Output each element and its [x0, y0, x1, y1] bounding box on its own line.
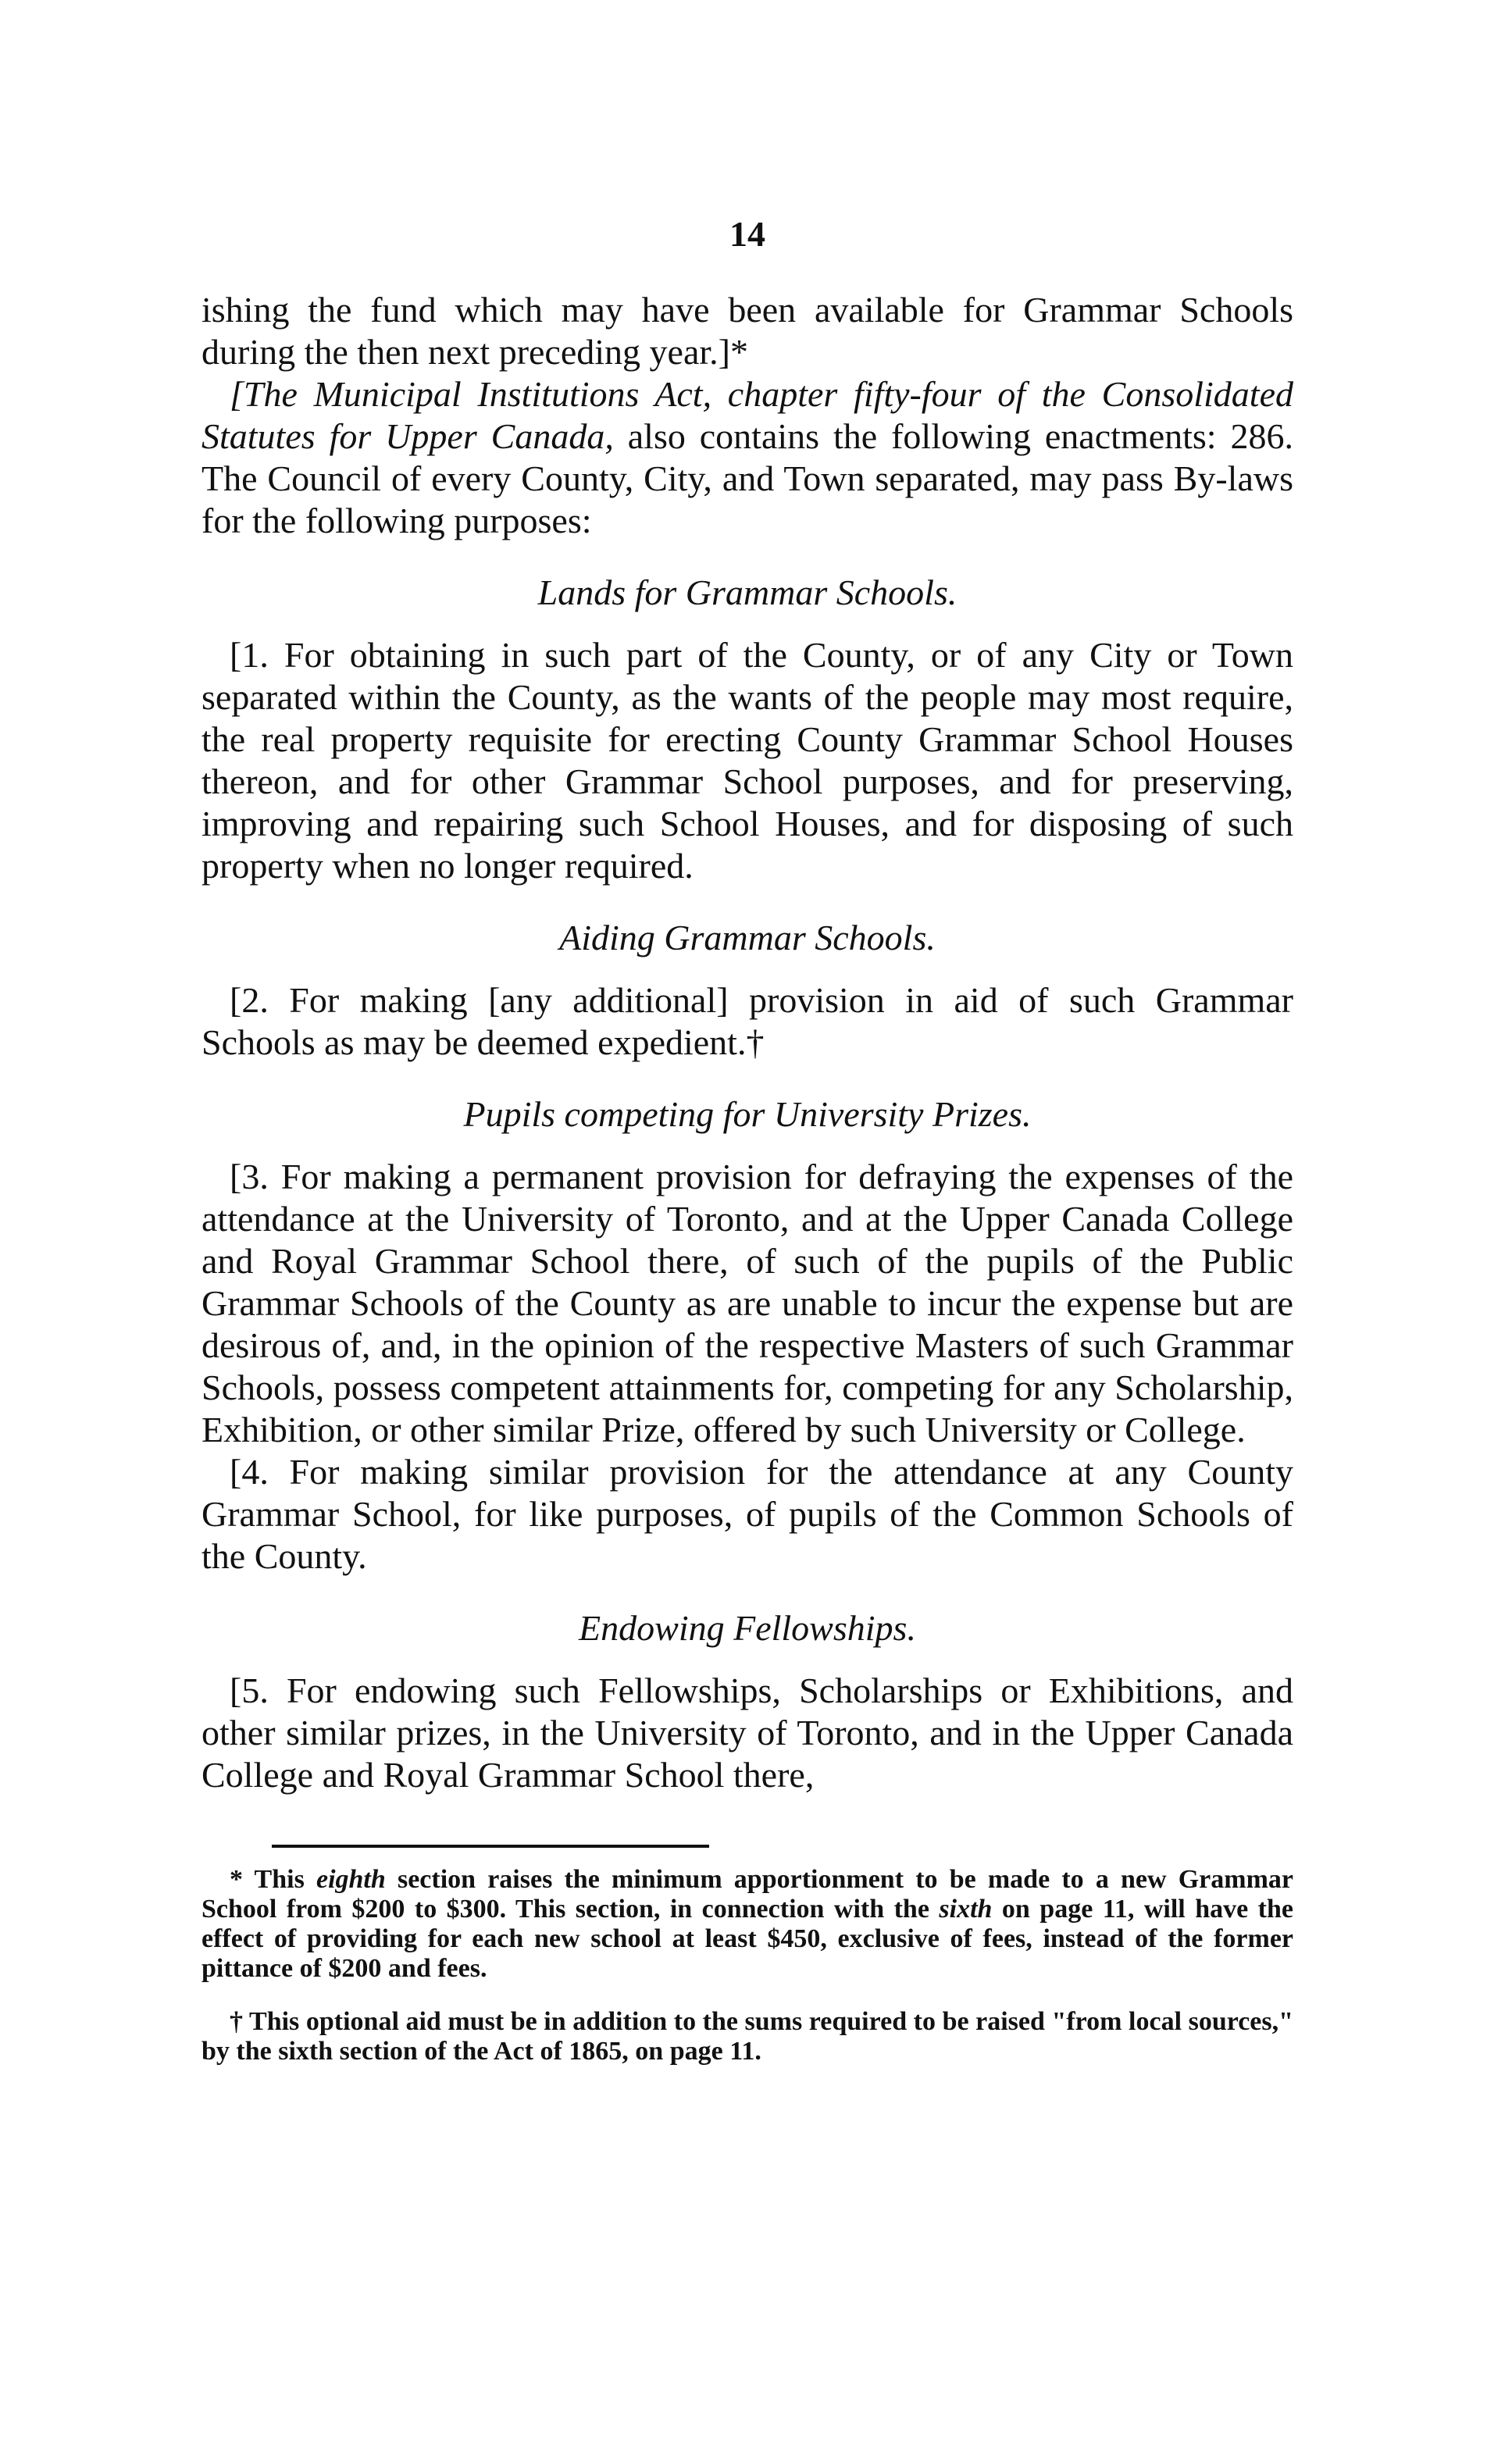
heading-fellowships: Endowing Fellowships.: [579, 1608, 916, 1648]
paragraph-section-5: [5. For endowing such Fellowships, Scholarships or Exhibitions, and other similar prizes, in the University of Toronto, and in the Upper Canada College and Royal Grammar School there,: [201, 1670, 1293, 1795]
footnote-1-sixth: sixth: [939, 1895, 993, 1924]
page-number: 14: [729, 214, 765, 254]
paragraph-section-4: [4. For making similar provision for the attendance at any County Grammar School, for like purposes, of pupils of the Common Schools of the County.: [201, 1452, 1293, 1576]
paragraph-section-1: [1. For obtaining in such part of the County, or of any City or Town separated within the County, as the wants of the people may most require, the real property requisite for erecting County Grammar School Houses thereon, and for other Grammar School purposes, and for preserving, improving and repairing such School Houses, and for disposing of such property when no longer required.: [201, 635, 1293, 886]
document-page: [201, 211, 1293, 2066]
paragraph-section-3: [3. For making a permanent provision for defraying the expenses of the attendance at the University of Toronto, and at the Upper Canada College and Royal Grammar School there, of such of the pupils of the Public Grammar Schools of the County as are unable to incur the expense but are desirous of, and, in the opinion of the respective Masters of such Grammar Schools, possess competent attainments for, competing for any Scholarship, Exhibition, or other similar Prize, offered by such University or College.: [201, 1157, 1293, 1449]
act-enactments-text: also contains the following enactments: 286. The Council of every County, City, and Town separated, may pass By-laws for the following purposes:: [201, 416, 1293, 540]
footnote-1-part-e: on page 11, will have the effect of providing for each new school at least $450, exclusive of fees, instead of the former pittance of $200 and fees.: [201, 1895, 1294, 1983]
heading-pupils: Pupils competing for University Prizes.: [463, 1094, 1032, 1134]
act-title-italic: [The Municipal Institutions Act, chapter fifty-four of the Consolidated Statutes for Upper Canada,: [201, 374, 1293, 456]
footnote-2: † This optional aid must be in addition to the sums required to be raised "from local sources," by the sixth section of the Act of 1865, on page 11.: [201, 2007, 1293, 2066]
paragraph-section-2: [2. For making [any additional] provision in aid of such Grammar Schools as may be deemed expedient.†: [201, 980, 1293, 1062]
footnote-divider: [272, 1845, 709, 1848]
paragraph-municipal-act: [201, 373, 1293, 542]
footnote-1-part-c: section raises the minimum apportionment to be made to a new Grammar School from $200 to $300. This section, in connection with the: [201, 1865, 1293, 1924]
heading-aiding: Aiding Grammar Schools.: [559, 918, 936, 957]
footnote-1-eighth: eighth: [316, 1865, 386, 1894]
footnote-1-part-a: * This: [230, 1865, 316, 1894]
footnote-1: [201, 1865, 1293, 1984]
paragraph-continuation: ishing the fund which may have been available for Grammar Schools during the then next preceding year.]*: [201, 290, 1293, 372]
heading-lands: Lands for Grammar Schools.: [537, 572, 957, 612]
